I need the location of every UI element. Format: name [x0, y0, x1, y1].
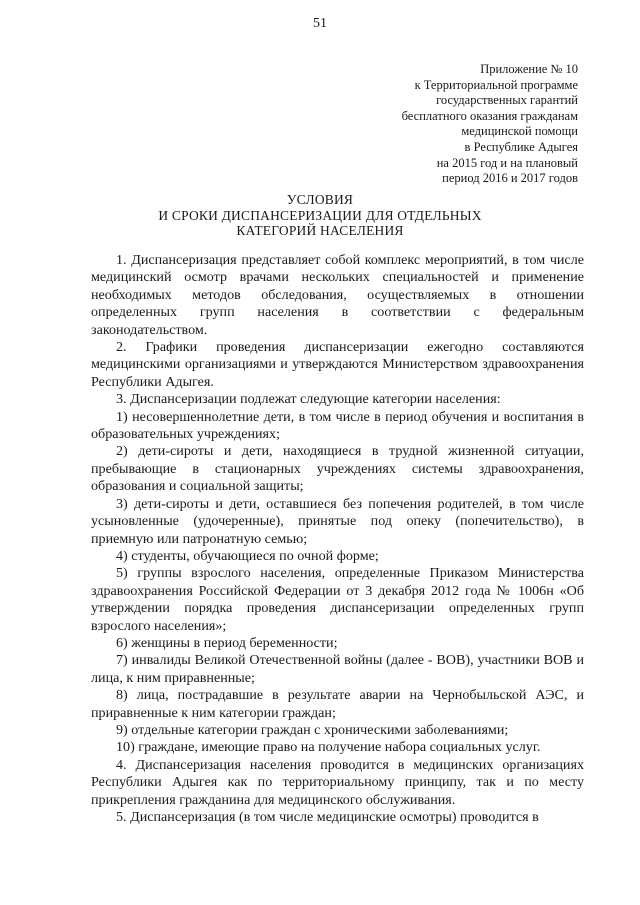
- page-number: 51: [313, 16, 327, 31]
- list-item: 3) дети-сироты и дети, оставшиеся без попечения родителей, в том числе усыновленные (удочеренные), принятые под опеку (попечительство), в приемную или патронатную семью;: [91, 495, 584, 547]
- list-item: 2) дети-сироты и дети, находящиеся в трудной жизненной ситуации, пребывающие в стационарных учреждениях системы здравоохранения, образования и социальной защиты;: [91, 443, 584, 495]
- annex-line: медицинской помощи: [461, 124, 578, 139]
- annex-line: государственных гарантий: [436, 93, 578, 108]
- title-line: КАТЕГОРИЙ НАСЕЛЕНИЯ: [236, 223, 404, 238]
- list-item: 7) инвалиды Великой Отечественной войны (далее - ВОВ), участники ВОВ и лица, к ним приравненные;: [91, 652, 584, 686]
- list-item: 6) женщины в период беременности;: [116, 634, 338, 651]
- annex-line: Приложение № 10: [480, 62, 578, 76]
- paragraph: 4. Диспансеризация населения проводится в медицинских организациях Республики Адыгея как по территориальному принципу, так и по месту прикрепления гражданина для медицинского обслуживания.: [91, 756, 584, 808]
- annex-line: к Территориальной программе: [414, 77, 578, 92]
- paragraph: 5. Диспансеризация (в том числе медицинские осмотры) проводится в: [116, 809, 539, 825]
- list-item: 1) несовершеннолетние дети, в том числе в период обучения и воспитания в образовательных учреждениях;: [91, 408, 584, 443]
- annex-header: [318, 62, 578, 187]
- document-body: [91, 252, 584, 826]
- list-item: 5) группы взрослого населения, определенные Приказом Министерства здравоохранения Российской Федерации от 3 декабря 2012 года № 1006н «Об утверждении порядка проведения диспансеризации определенных групп взрослого населения»;: [91, 565, 584, 634]
- list-item: 4) студенты, обучающиеся по очной форме;: [116, 547, 379, 564]
- list-item: 9) отдельные категории граждан с хроническими заболеваниями;: [116, 721, 509, 738]
- title-line: УСЛОВИЯ: [286, 192, 354, 207]
- annex-line: бесплатного оказания гражданам: [401, 108, 578, 123]
- paragraph: 1. Диспансеризация представляет собой комплекс мероприятий, в том числе медицинский осмотр врачами нескольких специальностей и применение необходимых методов обследования, осуществляемых в отношении определенных групп населения в соответствии с федеральным законодательством.: [91, 252, 584, 338]
- title-line: И СРОКИ ДИСПАНСЕРИЗАЦИИ ДЛЯ ОТДЕЛЬНЫХ: [158, 207, 482, 223]
- annex-line: на 2015 год и на плановый: [436, 155, 578, 170]
- paragraph: 3. Диспансеризации подлежат следующие категории населения:: [116, 391, 501, 408]
- document-title: [0, 192, 640, 239]
- paragraph: 2. Графики проведения диспансеризации ежегодно составляются медицинскими организациями и утверждаются Министерством здравоохранения Республики Адыгея.: [91, 339, 584, 390]
- list-item: 8) лица, пострадавшие в результате аварии на Чернобыльской АЭС, и приравненные к ним категории граждан;: [91, 687, 584, 721]
- list-item: 10) граждане, имеющие право на получение набора социальных услуг.: [116, 739, 541, 756]
- annex-line: период 2016 и 2017 годов: [442, 171, 578, 186]
- annex-line: в Республике Адыгея: [464, 139, 578, 154]
